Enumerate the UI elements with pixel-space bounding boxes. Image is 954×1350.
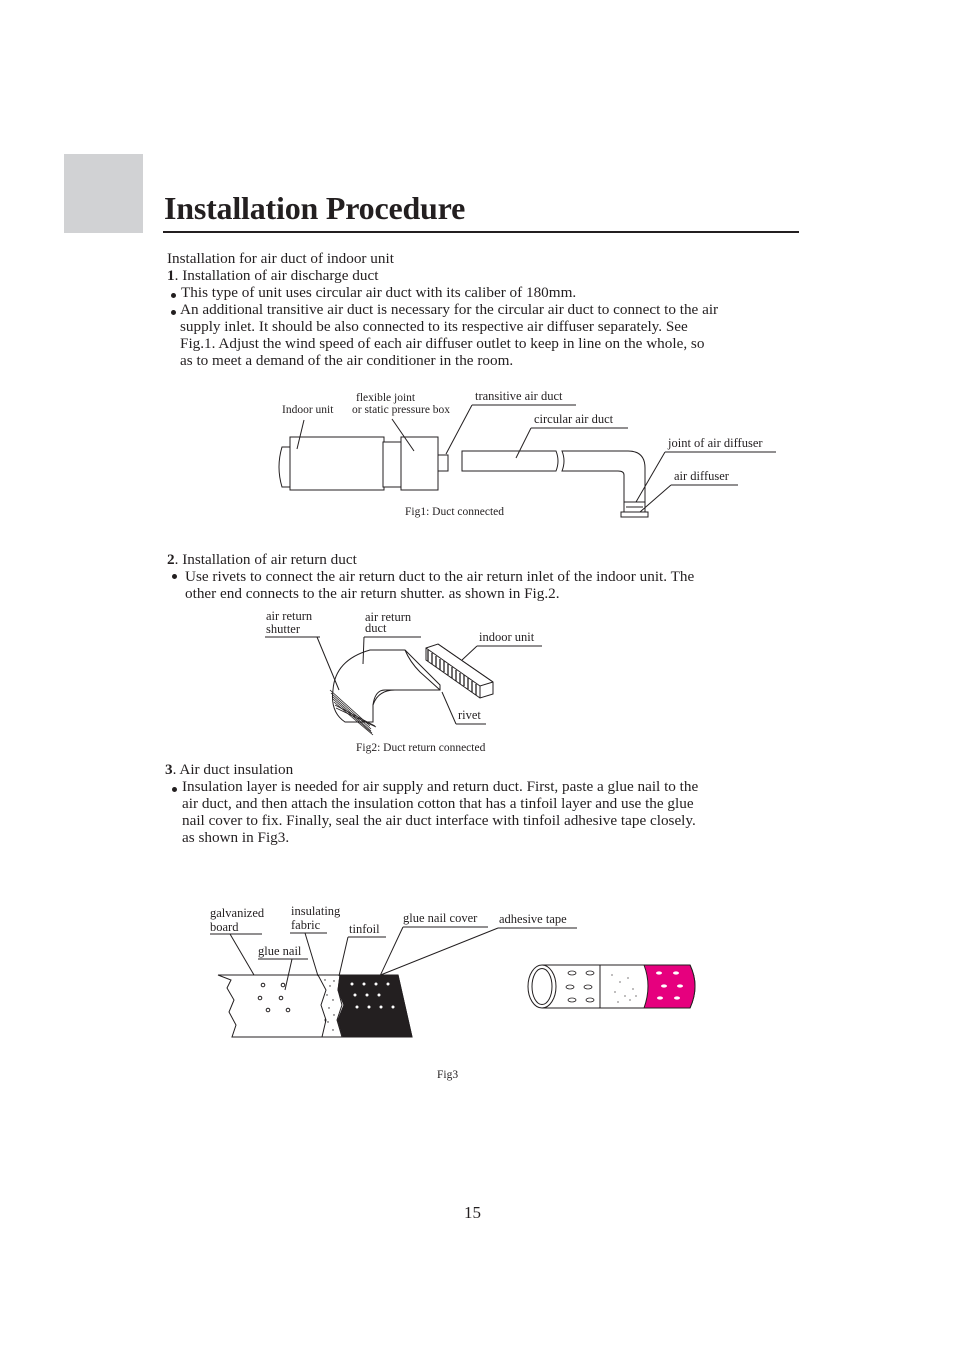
intro-text: Installation for air duct of indoor unit [167,250,394,267]
fig1-label-joint-diffuser: joint of air diffuser [668,436,763,450]
section2-title: . Installation of air return duct [174,551,357,568]
fig1-caption: Fig1: Duct connected [405,506,505,518]
fig3-label-glue-nail: glue nail [258,944,302,958]
fig2-label-indoor-unit: indoor unit [479,630,535,644]
fig2-label-shutter-1: air return [266,609,313,623]
section3-title: . Air duct insulation [172,761,294,778]
fig1-label-circular-duct: circular air duct [534,412,614,426]
fig1-label-flexible-joint: flexible joint [356,392,416,404]
fig3-label-galvanized-1: galvanized [210,906,265,920]
fig1-label-indoor-unit: Indoor unit [282,404,334,416]
fig3-label-glue-nail-cover: glue nail cover [403,911,478,925]
fig2-caption: Fig2: Duct return connected [356,742,486,754]
section2-bullet-line2: other end connects to the air return shutter. as shown in Fig.2. [185,585,560,602]
fig3-label-galvanized-2: board [210,920,239,934]
section3-bullet-line2: air duct, and then attach the insulation cotton that has a tinfoil layer and use the glue [182,795,694,812]
fig1-label-air-diffuser: air diffuser [674,469,729,483]
section3-bullet-line1: Insulation layer is needed for air supply and return duct. First, paste a glue nail to the [182,778,699,795]
fig2-label-duct-1: air return [365,610,412,624]
section1-title: . Installation of air discharge duct [174,267,379,284]
section1-bullet2-line3: Fig.1. Adjust the wind speed of each air diffuser outlet to keep in line on the whole, so [180,335,705,352]
fig3-caption: Fig3 [437,1069,459,1081]
fig1-label-transitive-duct: transitive air duct [475,389,563,403]
fig2-label-duct-2: duct [365,621,387,635]
section3-number: 3 [165,761,173,778]
section1-number: 1 [167,267,175,284]
fig3-label-insulating-2: fabric [291,918,321,932]
section2-number: 2 [167,551,175,568]
fig2-label-rivet: rivet [458,708,481,722]
section3-bullet-line4: as shown in Fig3. [182,829,290,846]
fig3-label-tinfoil: tinfoil [349,922,380,936]
section1-bullet2-line1: An additional transitive air duct is necessary for the circular air duct to connect to the air [180,301,719,318]
fig1-label-static-pressure-box: or static pressure box [352,404,451,416]
fig2-label-shutter-2: shutter [266,622,301,636]
fig3-label-insulating-1: insulating [291,904,341,918]
page-number: 15 [464,1203,481,1222]
page-title: Installation Procedure [164,190,466,226]
section1-bullet2-line4: as to meet a demand of the air conditioner in the room. [180,352,514,369]
fig3-label-adhesive-tape: adhesive tape [499,912,567,926]
section1-bullet2-line2: supply inlet. It should be also connected to its respective air diffuser separately. See [180,318,688,335]
section1-bullet1: This type of unit uses circular air duct with its caliber of 180mm. [181,284,577,301]
section2-bullet-line1: Use rivets to connect the air return duct to the air return inlet of the indoor unit. The [185,568,695,585]
section3-bullet-line3: nail cover to fix. Finally, seal the air duct interface with tinfoil adhesive tape closely. [182,812,696,829]
